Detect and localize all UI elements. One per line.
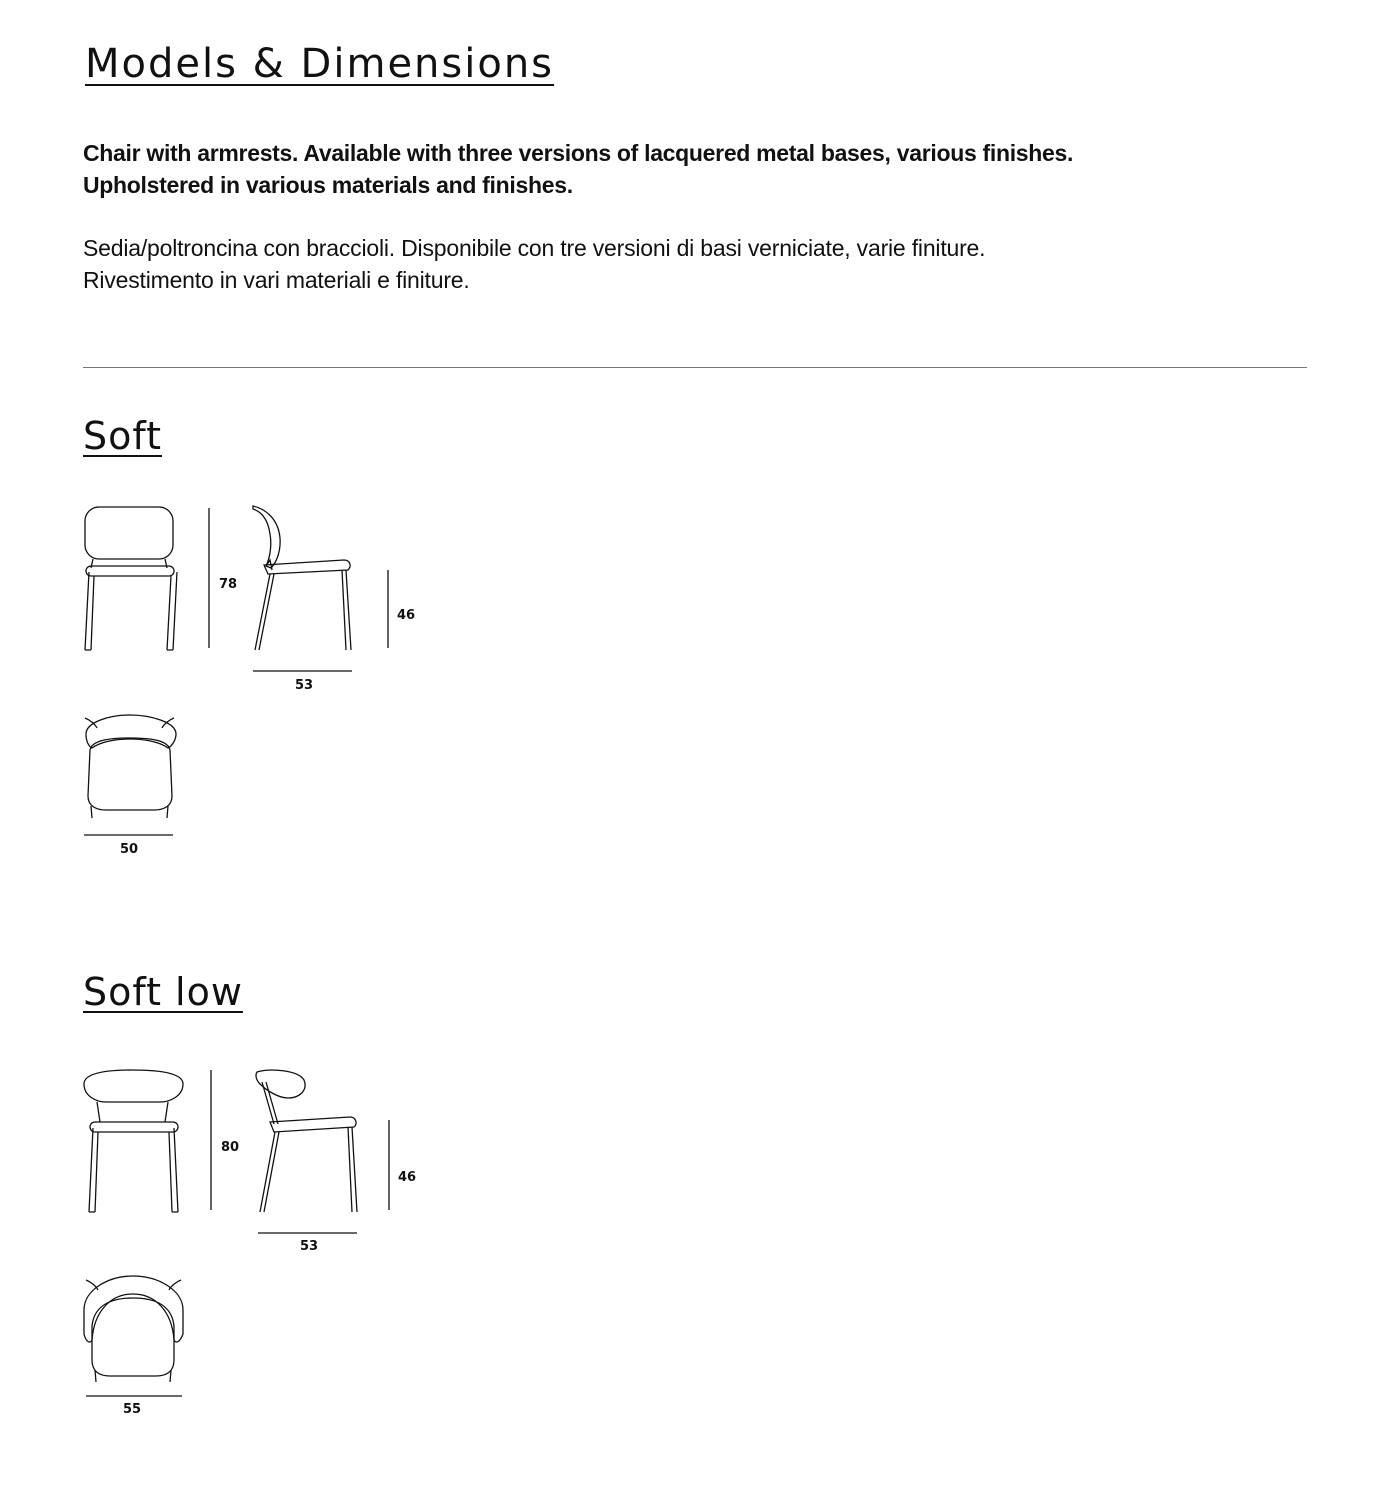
dimension-seat-height-soft: 46	[397, 608, 416, 623]
section-divider	[83, 367, 1307, 368]
description-english-line-1: Chair with armrests. Available with three versions of lacquered metal bases, various finishes.	[83, 140, 1074, 166]
side-view-chair-soft-low	[256, 1070, 357, 1212]
description-italian-line-2: Rivestimento in vari materiali e finiture.	[83, 267, 470, 293]
dimension-height-soft-low: 80	[221, 1140, 240, 1155]
top-view-chair-soft-low	[84, 1276, 183, 1382]
dimension-depth-soft-low: 53	[300, 1239, 319, 1254]
side-view-chair-soft	[253, 506, 351, 650]
model-drawings-soft	[0, 500, 460, 880]
description-english-line-2: Upholstered in various materials and finishes.	[83, 172, 573, 198]
model-title-soft-low: Soft low	[83, 970, 243, 1014]
dimension-depth-soft: 53	[295, 678, 314, 693]
description-italian	[83, 232, 985, 296]
chair-drawings-soft-low	[0, 1062, 460, 1432]
dimension-width-soft: 50	[120, 842, 139, 857]
description-english	[83, 137, 1073, 201]
dimension-height-soft: 78	[219, 577, 238, 592]
front-view-chair-soft	[85, 507, 177, 650]
page-title: Models & Dimensions	[85, 41, 555, 87]
dimension-seat-height-soft-low: 46	[398, 1170, 417, 1185]
model-drawings-soft-low	[0, 1062, 460, 1442]
description-italian-line-1: Sedia/poltroncina con braccioli. Disponibile con tre versioni di basi verniciate, varie finiture.	[83, 235, 986, 261]
chair-drawings-soft	[0, 500, 460, 870]
model-title-soft: Soft	[83, 414, 162, 458]
front-view-chair-soft-low	[84, 1070, 183, 1212]
dimension-width-soft-low: 55	[123, 1402, 142, 1417]
top-view-chair-soft	[85, 715, 176, 818]
